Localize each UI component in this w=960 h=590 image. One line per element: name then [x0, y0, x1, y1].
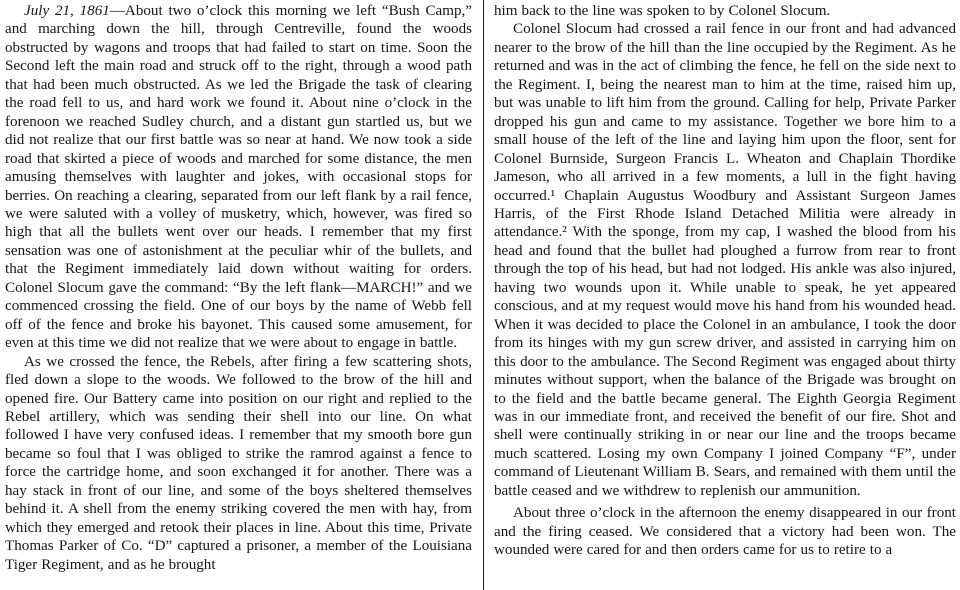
paragraph-5: About three o’clock in the afternoon the enemy disappeared in our front and the firing ceased. We considered that a victory had been won. The wounded were cared for and then orders came for us to retire to a — [494, 505, 956, 559]
column-divider — [483, 0, 484, 590]
paragraph-3-continued: him back to the line was spoken to by Colonel Slocum. — [494, 3, 831, 19]
paragraph-1-text: —About two o’clock this morning we left “Bush Camp,” and marching down the hill, through Centreville, found the woods obstructed by wagons and troops that had failed to start on time. Soon the Second left the main road and struck off to the right, through a wood path that had been much obstructed. As we led the Brigade the task of clearing the road fell to us, and hard work we found it. About nine o’clock in the forenoon we reached Sudley church, and a distant gun startled us, but we did not realize that our first battle was so near at hand. We now took a side road that skirted a piece of woods and marched for some distance, the men amusing themselves with laughter and jokes, with occasional stops for berries. On reaching a clearing, separated from our left flank by a rail fence, we were saluted with a volley of musketry, which, however, was fired so high that all the bullets went over our heads. I remember that my first sensation was one of astonishment at the peculiar whir of the bullets, and that the Regiment immediately laid down without waiting for orders. Colonel Slocum gave the command: “By the left flank—MARCH!” and we commenced crossing the field. One of our boys by the name of Webb fell off of the fence and broke his bayonet. This caused some amusement, for even at this time we did not realize that we were about to engage in battle. — [5, 3, 472, 352]
paragraph-4: Colonel Slocum had crossed a rail fence in our front and had advanced nearer to the brow of the hill than the line occupied by the Regiment. As he returned and was in the act of climbing the fence, he fell on the side next to the Regiment. I, being the nearest man to him at the time, raised him up, but was unable to lift him from the ground. Calling for help, Private Parker dropped his gun and came to my assistance. Together we bore him to a small house of the left of the line and laying him upon the floor, sent for Colonel Burnside, Surgeon Francis L. Wheaton and Chaplain Thordike Jameson, who all arrived in a few moments, a lull in the fight having occurred.¹ Chaplain Augustus Woodbury and Assistant Surgeon James Harris, of the First Rhode Island Detached Militia were already in attendance.² With the sponge, from my cap, I washed the blood from his head and found that the bullet had ploughed a furrow from rear to front through the top of his head, but had not lodged. His ankle was also injured, having two wounds upon it. While unable to speak, he yet appeared conscious, and at my request would move his hand from his wounded head. When it was decided to place the Colonel in an ambulance, I took the door from its hinges with my gun screw driver, and assisted in carrying him on this door to the ambulance. The Second Regiment was engaged about thirty minutes without support, when the balance of the Brigade was brought on to the field and the battle became general. The Eighth Georgia Regiment was in our immediate front, and received the benefit of our fire. Shot and shell were continually striking in or near our line and the troops became much scattered. Losing my own Company I joined Company “F”, under command of Lieutenant William B. Sears, and remained with them until the battle ceased and we withdrew to replenish our ammunition. — [494, 21, 956, 499]
left-column — [5, 2, 472, 574]
paragraph-2: As we crossed the fence, the Rebels, after firing a few scattering shots, fled down a slope to the woods. We followed to the brow of the hill and opened fire. Our Battery came into position on our right and replied to the Rebel artillery, which was sending their shell into our line. On what followed I have very confused ideas. I remember that my smooth bore gun became so foul that I was obliged to strike the ramrod against a fence to force the cartridge home, and soon exchanged it for another. There was a hay stack in front of our line, and some of the boys sheltered themselves behind it. A shell from the enemy striking covered the men with hay, from which they emerged and retook their places in line. About this time, Private Thomas Parker of Co. “D” captured a prisoner, a member of the Louisiana Tiger Regiment, and as he brought — [5, 353, 472, 573]
paragraph-1 — [5, 2, 472, 353]
dateline: July 21, 1861 — [24, 3, 110, 19]
right-column — [494, 2, 956, 560]
